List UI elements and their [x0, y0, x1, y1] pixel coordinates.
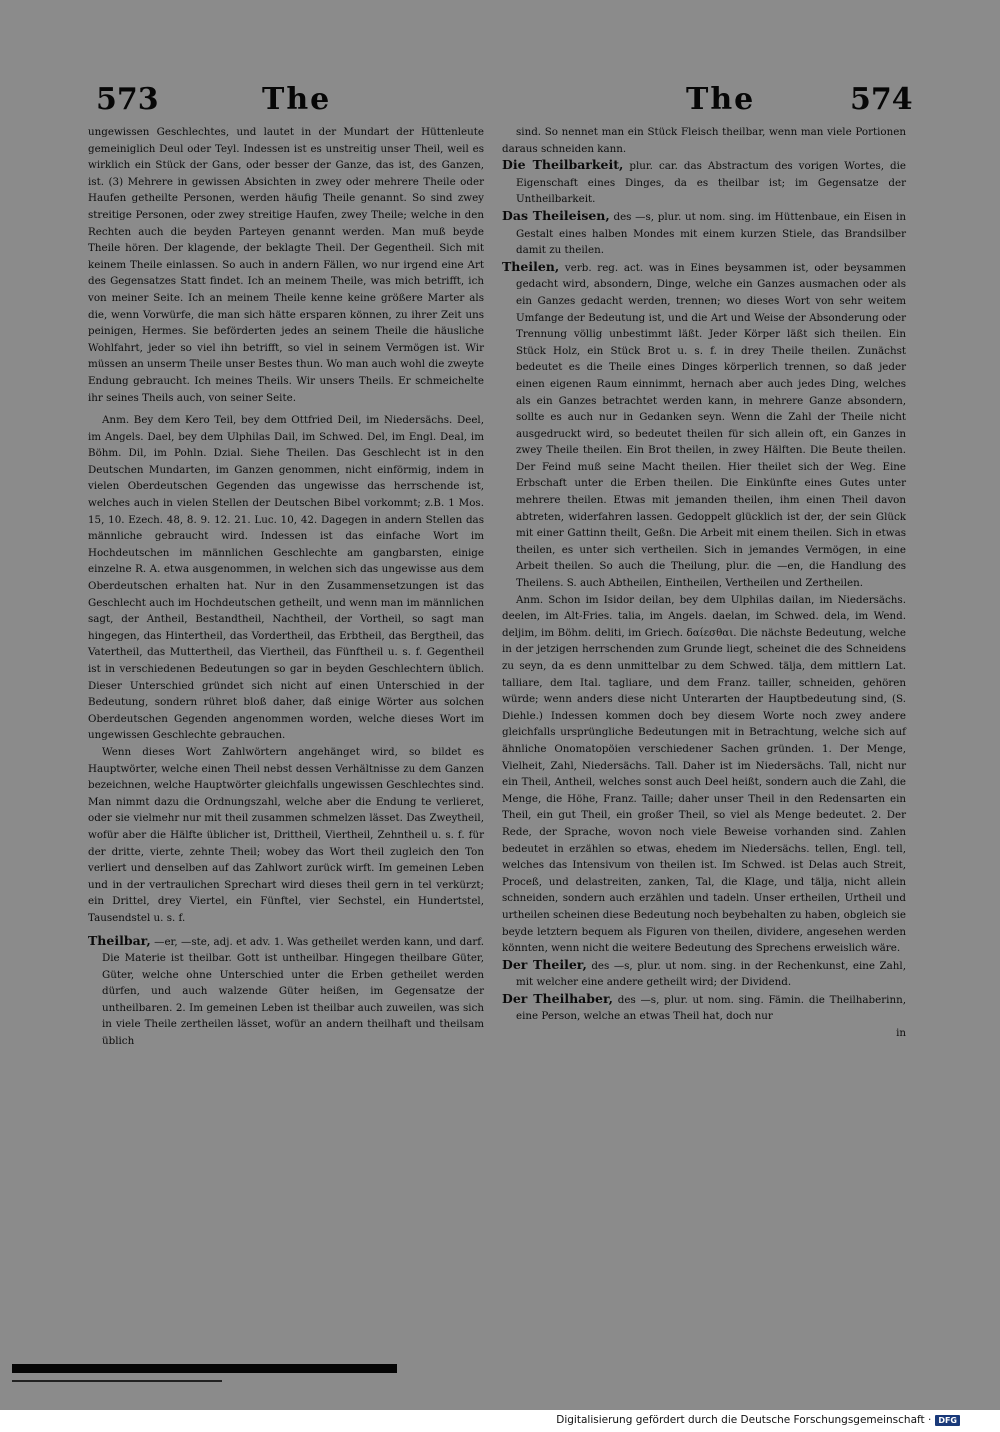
headword-theileisen: Das Theileisen,	[502, 207, 610, 223]
right-page-number: 574	[850, 82, 913, 117]
paragraph-theil-meaning-3: ungewissen Geschlechtes, und lautet in der Mundart der Hüttenleute gemeiniglich Deul oder Teyl. Indessen ist es unstreitig unser Theil, weil es wirklich ein Stück der Gans, oder besser der Ganze, das ist, des Ganzen, ist. (3) Mehrere in gewissen Absichten in zwey oder mehrere Theile oder Haufen getheilte Personen, werden häufig Theile genannt. So sind zwey streitige Personen, oder zwey streitige Haufen, zwey Theile; welche in den Rechten auch die beyden Parteyen genannt werden. Man muß beyde Theile hören. Der klagende, der beklagte Theil. Der Gegentheil. Sich mit keinem Theile einlassen. So auch in andern Fällen, wo nur irgend eine Art des Gegensatzes Statt findet. Ich an meinem Theile, was mich betrifft, ich von meiner Seite. Ich an meinem Theile kenne keine größere Marter als die, wenn Vorwürfe, die man sich hätte ersparen können, zu ihrer Zeit uns peinigen, Hermes. Sie beförderten jedes an seinem Theile die häusliche Wohlfahrt, jeder so viel ihn betrifft, so viel in seinem Vermögen ist. Wir müssen an unserm Theile unser Bestes thun. Wo man auch wohl die zweyte Endung gebraucht. Ich meines Theils. Wir unsers Theils. Er schmeichelte ihr seines Theils auch, von seiner Seite.	[88, 126, 484, 404]
left-running-head: The	[262, 82, 332, 117]
entry-theilbar-body: —er, —ste, adj. et adv. 1. Was getheilet werden kann, und darf. Die Materie ist theilbar. Gott ist untheilbar. Hingegen theilbare Güter, Güter, welche ohne Unterschied unter die Erben getheilet werden dürfen, und auch walzende Güter heißen, im Gegensatze der untheilbaren. 2. Im gemeinen Leben ist theilbar auch zuweilen, was sich in viele Theile zertheilen lässet, wofür an andern theilhaft und theilsam üblich	[102, 935, 484, 1048]
scan-edge-line	[12, 1380, 222, 1382]
entry-theilen	[502, 259, 906, 592]
headword-theilhaber: Der Theilhaber,	[502, 990, 613, 1006]
paragraph-theil-compounds: Wenn dieses Wort Zahlwörtern angehänget wird, so bildet es Hauptwörter, welche einen Theil nebst dessen Verhältnisse zu dem Ganzen bezeichnen, welche Hauptwörter gleichfalls ungewissen Geschlechtes sind. Man nimmt dazu die Ordnungszahl, welche aber die Endung te verlieret, oder sie vielmehr nur mit theil zusammen schmelzen lässet. Das Zweytheil, wofür aber die Hälfte üblicher ist, Drittheil, Viertheil, Zehntheil u. s. f. für der dritte, vierte, zehnte Theil; wobey das Wort theil zugleich den Ton verliert und denselben auf das Zahlwort zurück wirft. Im gemeinen Leben und in der vertraulichen Sprechart wird dieses theil gern in tel verkürzt; ein Drittel, drey Viertel, ein Fünftel, vier Sechstel, ein Hundertstel, Tausendstel u. s. f.	[88, 745, 484, 924]
entry-theilbarkeit-body: plur. car. das Abstractum des vorigen Wortes, die Eigenschaft eines Dinges, da es theilbar ist; im Gegensatze der Untheilbarkeit.	[516, 160, 906, 206]
right-column	[502, 124, 906, 1042]
paragraph-theil-anm: Anm. Bey dem Kero Teil, bey dem Ottfried Deil, im Niedersächs. Deel, im Angels. Dael, bey dem Ulphilas Dail, im Schwed. Del, im Engl. Deal, im Böhm. Dil, im Pohln. Dzial. Siehe Theilen. Das Geschlecht ist in den Deutschen Mundarten, im Ganzen genommen, nicht einförmig, indem in vielen Oberdeutschen Gegenden das ungewisse das herrschende ist, welches auch in vielen Stellen der Deutschen Bibel vorkommt; z.B. 1 Mos. 15, 10. Ezech. 48, 8. 9. 12. 21. Luc. 10, 42. Dagegen in andern Stellen das männliche gebraucht wird. Indessen ist das einfache Wort im Hochdeutschen im männlichen Geschlechte am gangbarsten, einige einzelne R. A. etwa ausgenommen, in welchen sich das ungewisse aus dem Oberdeutschen erhalten hat. Nur in den Zusammensetzungen ist das Geschlecht auch im Hochdeutschen getheilt, und wenn man im männlichen sagt, der Antheil, Bestandtheil, Nachtheil, der Vortheil, so sagt man hingegen, das Hintertheil, das Vordertheil, das Erbtheil, das Bergtheil, das Vatertheil, das Muttertheil, das Viertheil, das Fünftheil u. s. f. Gegentheil ist in verschiedenen Bedeutungen so gar in beyden Geschlechtern üblich. Dieser Unterschied gründet sich nicht auf einen Unterschied in der Bedeutung, sondern rühret bloß daher, daß einige Wörter aus solchen Oberdeutschen Gegenden angenommen worden, welche dieses Wort im ungewissen Geschlechte gebrauchen.	[88, 414, 484, 742]
catchword: in	[896, 1027, 906, 1040]
entry-theileisen-body: des —s, plur. ut nom. sing. im Hüttenbaue, ein Eisen in Gestalt eines halben Mondes mit einem kurzen Stiele, das Brandsilber damit zu theilen.	[516, 210, 906, 257]
headword-theilbar: Theilbar,	[88, 932, 151, 948]
entry-theiler	[502, 957, 906, 991]
dfg-logo: DFG	[935, 1415, 960, 1426]
entry-theilbar	[88, 933, 484, 1050]
footer-credit-text: Digitalisierung gefördert durch die Deutsche Forschungsgemeinschaft ·	[556, 1414, 932, 1426]
entry-theiler-body: des —s, plur. ut nom. sing. in der Rechenkunst, eine Zahl, mit welcher eine andere getheilt wird; der Dividend.	[516, 959, 906, 989]
left-column	[88, 124, 484, 1050]
entry-theilhaber	[502, 991, 906, 1025]
paragraph-theilbar-continued: sind. So nennet man ein Stück Fleisch theilbar, wenn man viele Portionen daraus schneiden kann.	[502, 126, 906, 155]
entry-theileisen	[502, 208, 906, 259]
entry-theilbarkeit	[502, 157, 906, 208]
entry-theilen-body: verb. reg. act. was in Eines beysammen ist, oder beysammen gedacht wird, absondern, Dinge, welche ein Ganzes ausmachen oder als ein Ganzes gedacht werden, trennen; wo dieses Wort von sehr weitem Umfange der Bedeutung ist, und die Art und Weise der Absonderung oder Trennung völlig unbestimmt läßt. Jeder Körper läßt sich theilen. Ein Stück Holz, ein Stück Brot u. s. f. in drey Theile theilen. Zunächst bedeutet es die Theile eines Dinges körperlich trennen, so daß jeder einen eigenen Raum einnimmt, hernach aber auch jedes Ding, welches als ein Ganzes betrachtet werden kann, in mehrere Ganze absondern, sollte es auch nur in Gedanken seyn. Wenn die Zahl der Theile nicht ausgedruckt wird, so bedeutet theilen für sich allein oft, ein Ganzes in zwey Theile theilen. Ein Brot theilen, in zwey Hälften. Die Beute theilen. Der Feind muß seine Macht theilen. Hier theilet sich der Weg. Eine Erbschaft unter die Erben theilen. Die Einkünfte eines Gutes unter mehrere theilen. Etwas mit jemanden theilen, ihm einen Theil davon abtreten, widerfahren lassen. Gedoppelt glücklich ist der, der sein Glück mit einer Gattinn theilt, Geßn. Die Arbeit mit einem theilen. Sich in etwas theilen, es unter sich vertheilen. Sich in jemandes Vermögen, in eine Arbeit theilen. So auch die Theilung, plur. die —en, die Handlung des Theilens. S. auch Abtheilen, Eintheilen, Vertheilen und Zertheilen.	[516, 261, 906, 590]
headword-theiler: Der Theiler,	[502, 956, 587, 972]
digitization-footer	[556, 1414, 960, 1426]
scan-edge-bar	[12, 1364, 397, 1373]
headword-theilbarkeit: Die Theilbarkeit,	[502, 157, 624, 173]
paragraph-theilen-anm: Anm. Schon im Isidor deilan, bey dem Ulphilas dailan, im Niedersächs. deelen, im Alt-Fries. talia, im Angels. daelan, im Schwed. dela, im Wend. deljim, im Böhm. deliti, im Griech. δαίεσθαι. Die nächste Bedeutung, welche in der jetzigen herrschenden zum Grunde liegt, scheinet die des Schneidens zu seyn, da es denn unmittelbar zu dem Schwed. tälja, dem mittlern Lat. talliare, dem Ital. tagliare, und dem Franz. tailler, schneiden, gehören würde; wenn anders diese nicht Unterarten der Hauptbedeutung sind, (S. Diehle.) Indessen kommen doch bey diesem Worte noch zwey andere gleichfalls ursprüngliche Bedeutungen mit in Betrachtung, welche sich auf ähnliche Onomatopöien verschiedener Sachen gründen. 1. Der Menge, Vielheit, Zahl, Niedersächs. Tall. Daher ist im Niedersächs. Tall, nicht nur ein Theil, Antheil, welches sonst auch Deel heißt, sondern auch die Zahl, die Menge, die Höhe, Franz. Taille; daher unser Theil in den Redensarten ein Theil, ein gut Theil, ein großer Theil, so viel als Menge bedeutet. 2. Der Rede, der Sprache, wovon noch viele Beweise vorhanden sind. Zahlen bedeutet in erzählen so etwas, ehedem im Niedersächs. tellen, Engl. tell, welches das Intensivum von theilen ist. Im Schwed. ist Delas auch Streit, Proceß, und delastreiten, zanken, Tal, die Klage, und tälja, nicht allein schneiden, sondern auch erzählen und tadeln. Unser ertheilen, Urtheil und urtheilen scheinen diese Bedeutung noch beybehalten zu haben, obgleich sie beyde letztern bequem als Figuren von theilen, dividere, angesehen werden könnten, wenn nicht die weitere Bedeutung des Sprechens erweislich wäre.	[502, 593, 906, 955]
headword-theilen: Theilen,	[502, 258, 560, 274]
left-page-number: 573	[96, 82, 159, 117]
right-running-head: The	[686, 82, 756, 117]
entry-theilhaber-body: des —s, plur. ut nom. sing. Fämin. die Theilhaberinn, eine Person, welche an etwas Theil hat, doch nur	[516, 993, 906, 1023]
